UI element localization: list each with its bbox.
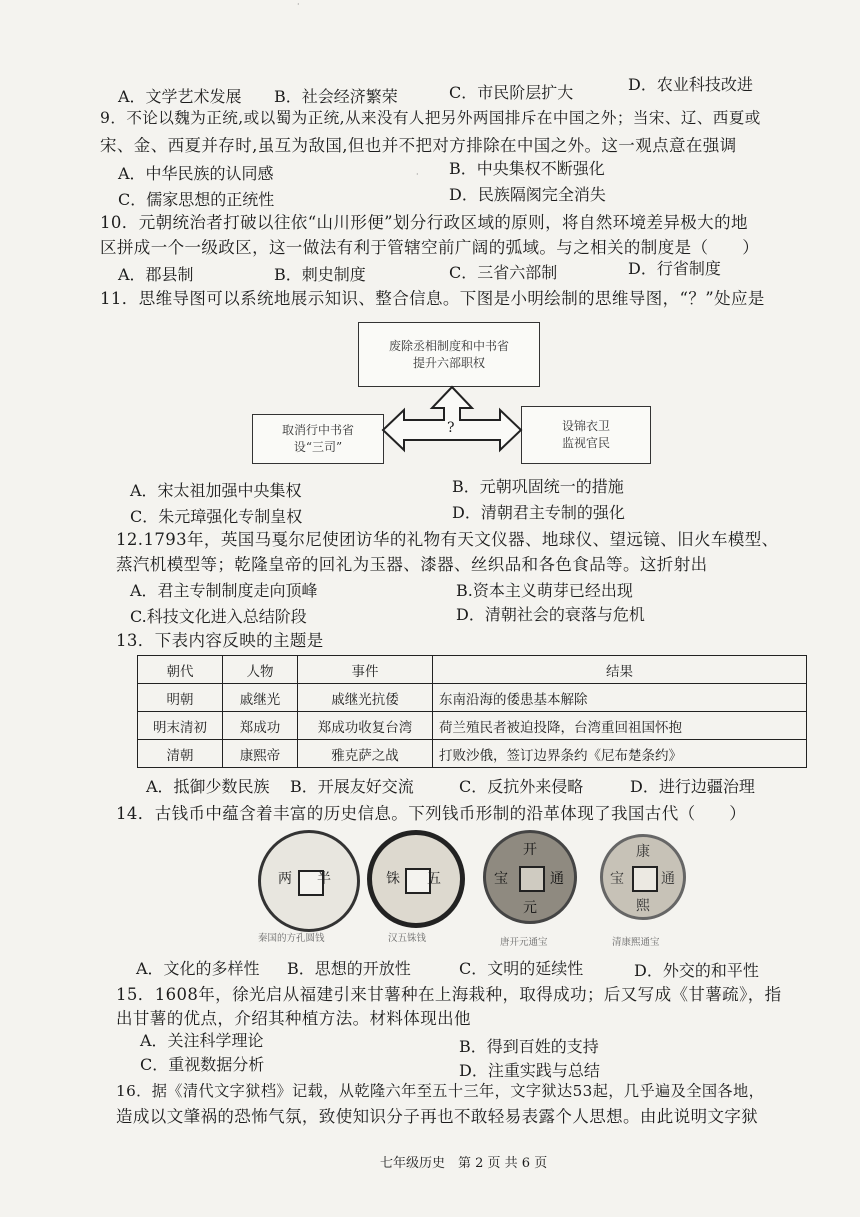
q12-option-b: B.资本主义萌芽已经出现 [456, 581, 633, 600]
ban-liang-coin-icon [258, 830, 360, 932]
q10-option-d: D．行省制度 [628, 259, 721, 278]
table-cell: 明朝 [138, 684, 223, 712]
table-header-cell: 结果 [433, 656, 807, 684]
coin-hole [519, 866, 545, 892]
q13-table [137, 655, 807, 768]
q8-option-c: C．市民阶层扩大 [449, 83, 574, 102]
q10-option-c: C．三省六部制 [449, 263, 558, 282]
q14-stem: 14．古钱币中蕴含着丰富的历史信息。下列钱币形制的沿革体现了我国古代（ ） [116, 804, 747, 823]
q11-option-a: A．宋太祖加强中央集权 [130, 481, 302, 500]
table-header-cell: 朝代 [138, 656, 223, 684]
q8-option-b: B．社会经济繁荣 [274, 87, 398, 106]
q12-option-a: A．君主专制制度走向顶峰 [130, 581, 318, 600]
coin-caption: 秦国的方孔圆钱 [258, 933, 325, 944]
q9-option-d: D．民族隔阂完全消失 [449, 185, 606, 204]
mindmap-top-line-2: 提升六部职权 [412, 355, 485, 370]
q12-option-c: C.科技文化进入总结阶段 [130, 607, 307, 626]
table-row [138, 740, 807, 768]
coin-char: 通 [661, 871, 675, 887]
coin-caption: 唐开元通宝 [500, 937, 548, 948]
mindmap-right-line-1: 设锦衣卫 [561, 419, 610, 433]
table-cell: 东南沿海的倭患基本解除 [433, 684, 807, 712]
coin-caption: 汉五铢钱 [388, 933, 427, 944]
q15-option-b: B．得到百姓的支持 [459, 1037, 599, 1056]
q11-option-b: B．元朝巩固统一的措施 [452, 477, 624, 496]
coin-hole [632, 866, 658, 892]
q15-stem-line-2: 出甘薯的优点，介绍其种植方法。材料体现出他 [116, 1009, 471, 1028]
mindmap-top-line-1: 废除丞相制度和中书省 [388, 338, 509, 353]
q13-option-b: B．开展友好交流 [290, 777, 414, 796]
mindmap-right-line-2: 监视官民 [561, 436, 610, 450]
mindmap-top-box [358, 322, 540, 387]
page-footer: 七年级历史 第 2 页 共 6 页 [380, 1156, 548, 1171]
table-row [138, 712, 807, 740]
q13-stem: 13．下表内容反映的主题是 [116, 631, 324, 650]
coin-char: 两 [278, 871, 292, 887]
table-header-row [138, 656, 807, 684]
table-cell: 康熙帝 [223, 740, 298, 768]
wu-zhu-coin-icon [367, 830, 465, 928]
q9-option-b: B．中央集权不断强化 [449, 159, 605, 178]
table-cell: 清朝 [138, 740, 223, 768]
q14-option-c: C．文明的延续性 [459, 959, 584, 978]
scan-mark: · [297, 0, 300, 9]
table-header-cell: 人物 [223, 656, 298, 684]
table-cell: 雅克萨之战 [298, 740, 433, 768]
coin-char: 半 [317, 871, 331, 887]
q14-option-b: B．思想的开放性 [287, 959, 411, 978]
coin-char: 开 [523, 842, 537, 858]
q15-option-a: A．关注科学理论 [140, 1031, 264, 1050]
table-cell: 郑成功收复台湾 [298, 712, 433, 740]
mindmap-left-line-2: 设“三司” [293, 440, 343, 454]
q14-option-a: A．文化的多样性 [136, 959, 260, 978]
q15-stem-line-1: 15．1608年，徐光启从福建引来甘薯种在上海栽种，取得成功；后又写成《甘薯疏》，指 [116, 985, 782, 1004]
coin-char: 通 [550, 871, 564, 887]
q12-stem-line-2: 蒸汽机模型等；乾隆皇帝的回礼为玉器、漆器、丝织品和各色食品等。这折射出 [116, 555, 708, 574]
q10-stem-line-1: 10．元朝统治者打破以往依“山川形便”划分行政区域的原则，将自然环境差异极大的地 [100, 213, 748, 232]
q9-option-c: C．儒家思想的正统性 [118, 190, 275, 209]
q15-option-c: C．重视数据分析 [140, 1055, 265, 1074]
q16-stem-line-2: 造成以文肇祸的恐怖气氛，致使知识分子再也不敢轻易表露个人思想。由此说明文字狱 [116, 1107, 759, 1126]
q9-option-a: A．中华民族的认同感 [118, 164, 274, 183]
coin-char: 五 [427, 871, 441, 887]
q11-option-d: D．清朝君主专制的强化 [452, 503, 625, 522]
q12-stem-line-1: 12.1793年，英国马戛尔尼使团访华的礼物有天文仪器、地球仪、望远镜、旧火车模型、 [116, 530, 779, 549]
table-header-cell: 事件 [298, 656, 433, 684]
mindmap-question-mark: ? [447, 420, 455, 436]
mindmap-right-box [521, 406, 651, 464]
scan-mark: · [416, 170, 419, 179]
coin-char: 宝 [610, 871, 624, 887]
table-cell: 戚继光抗倭 [298, 684, 433, 712]
q13-option-c: C．反抗外来侵略 [459, 777, 584, 796]
table-cell: 明末清初 [138, 712, 223, 740]
q16-stem-line-1: 16．据《清代文字狱档》记载，从乾隆六年至五十三年，文字狱达53起，几乎遍及全国各地， [116, 1082, 765, 1100]
coin-char: 铢 [386, 871, 400, 887]
q14-option-d: D．外交的和平性 [634, 961, 759, 980]
q9-stem-line-1: 9．不论以魏为正统,或以蜀为正统,从来没有人把另外两国排斥在中国之外；当宋、辽、西夏或 [100, 109, 761, 127]
table-cell: 戚继光 [223, 684, 298, 712]
table-row [138, 684, 807, 712]
q10-option-b: B．刺史制度 [274, 265, 366, 284]
coin-char: 熙 [636, 898, 650, 914]
q10-option-a: A．郡县制 [118, 265, 194, 284]
mindmap-left-box [252, 414, 384, 464]
coin-char: 宝 [494, 871, 508, 887]
q11-stem: 11．思维导图可以系统地展示知识、整合信息。下图是小明绘制的思维导图，“？”处应是 [100, 289, 765, 308]
coin-char: 元 [523, 900, 537, 916]
q13-option-d: D．进行边疆治理 [630, 777, 755, 796]
kai-yuan-coin-icon [483, 830, 577, 924]
q8-option-d: D．农业科技改进 [628, 75, 753, 94]
coin-caption: 清康熙通宝 [612, 937, 660, 948]
q10-stem-line-2: 区拼成一个一级政区，这一做法有利于管辖空前广阔的弧域。与之相关的制度是（ ） [100, 238, 760, 257]
q12-option-d: D．清朝社会的衰落与危机 [456, 605, 645, 624]
table-cell: 郑成功 [223, 712, 298, 740]
q13-option-a: A．抵御少数民族 [146, 777, 270, 796]
q11-option-c: C．朱元璋强化专制皇权 [130, 507, 303, 526]
q15-option-d: D．注重实践与总结 [459, 1061, 600, 1080]
mindmap-left-line-1: 取消行中书省 [281, 423, 354, 437]
kang-xi-coin-icon [600, 834, 686, 920]
table-cell: 荷兰殖民者被迫投降，台湾重回祖国怀抱 [433, 712, 807, 740]
q9-stem-line-2: 宋、金、西夏并存时,虽互为敌国,但也并不把对方排除在中国之外。这一观点意在强调 [100, 136, 737, 155]
coin-char: 康 [636, 844, 650, 860]
table-cell: 打败沙俄，签订边界条约《尼布楚条约》 [433, 740, 807, 768]
q8-option-a: A．文学艺术发展 [118, 87, 242, 106]
